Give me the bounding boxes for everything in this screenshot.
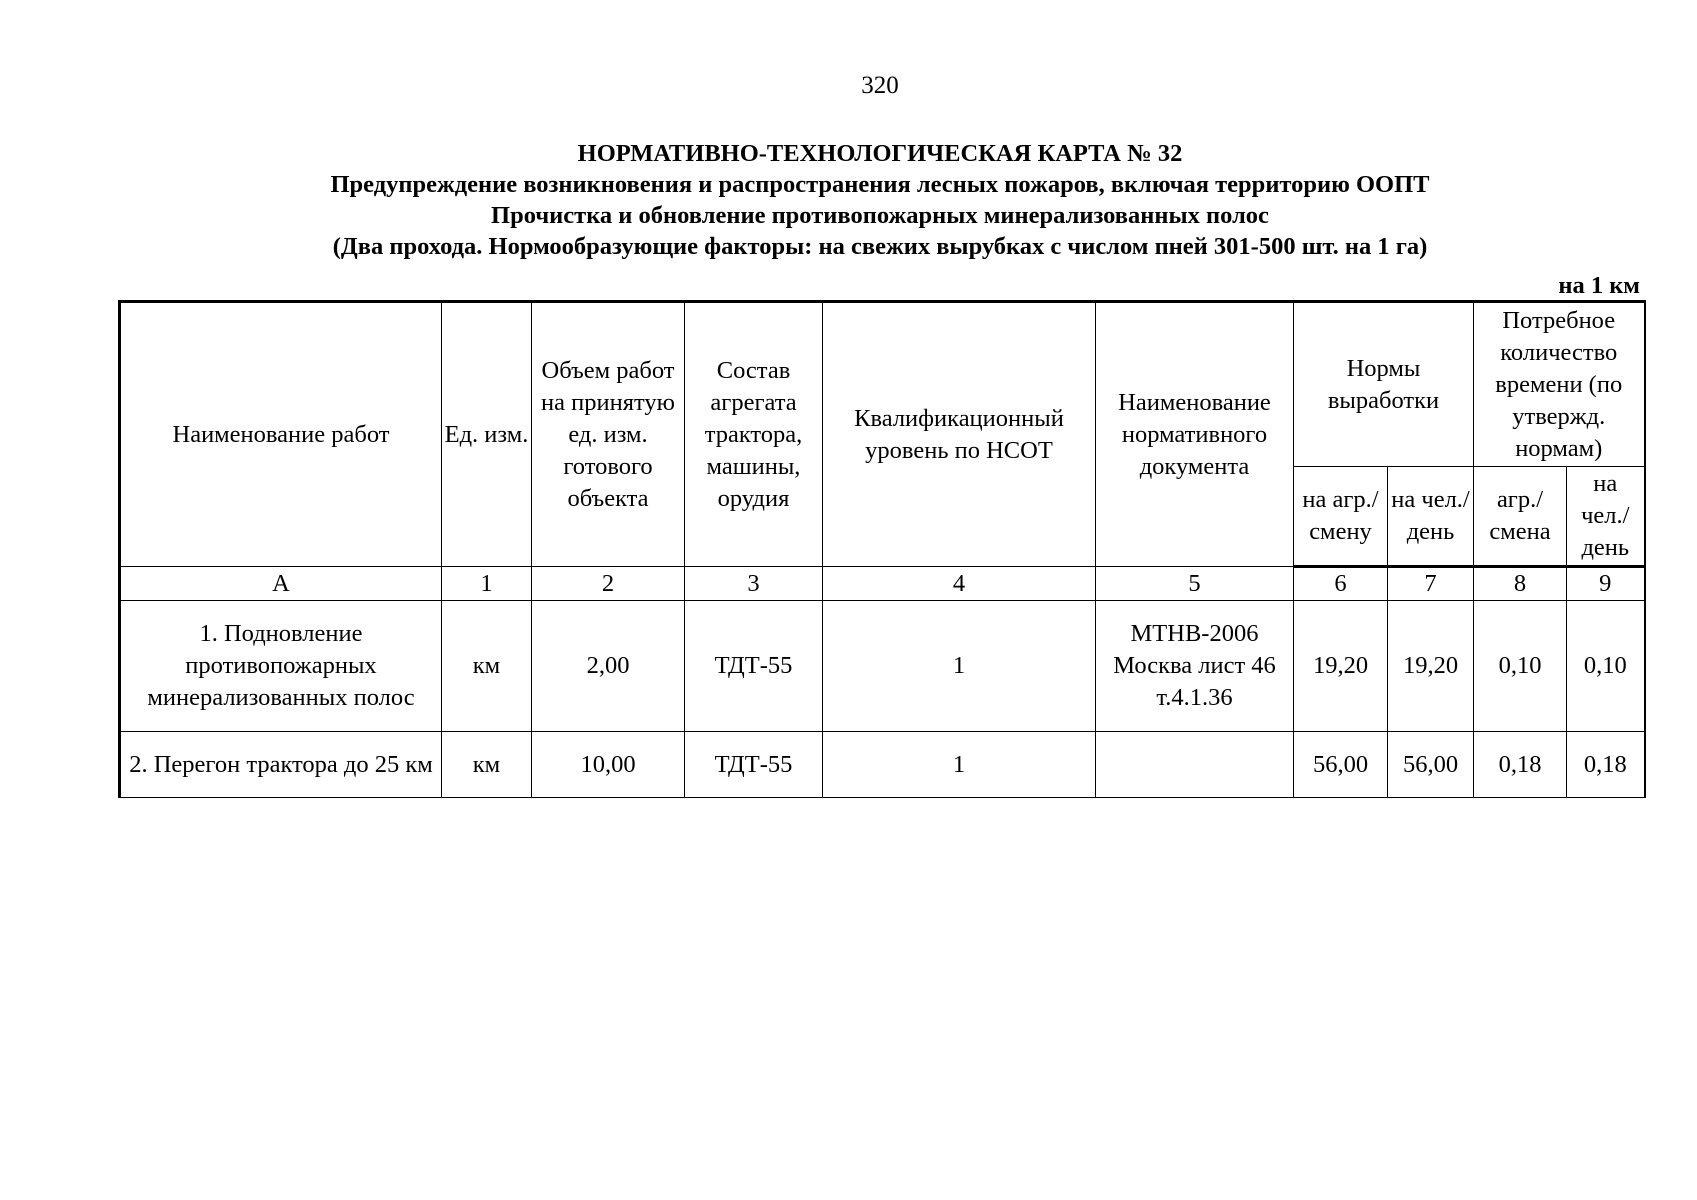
row-norm-doc (1096, 732, 1294, 798)
unit-note: на 1 км (1558, 272, 1640, 299)
row-time-shift: 0,18 (1474, 732, 1567, 798)
header-work-name: Наименование работ (120, 302, 442, 567)
header-time-per-person-day: на чел./ день (1567, 467, 1645, 567)
column-number: 6 (1294, 567, 1388, 601)
header-volume: Объем работ на принятую ед. изм. готового объекта (532, 302, 685, 567)
row-qualification: 1 (823, 732, 1096, 798)
header-time-per-unit-shift: агр./ смена (1474, 467, 1567, 567)
document-title-block (0, 138, 1697, 262)
row-time-day: 0,10 (1567, 601, 1645, 732)
column-number: 1 (442, 567, 532, 601)
header-unit-composition: Состав агрегата трактора, машины, орудия (685, 302, 823, 567)
row-unit: км (442, 601, 532, 732)
card-subtitle-work: Прочистка и обновление противопожарных минерализованных полос (491, 202, 1269, 229)
header-output-per-person-day: на чел./ день (1388, 467, 1474, 567)
column-number-row (120, 567, 1645, 601)
row-composition: ТДТ-55 (685, 732, 823, 798)
column-number: 3 (685, 567, 823, 601)
row-composition: ТДТ-55 (685, 601, 823, 732)
row-norm-doc: МТНВ-2006 Москва лист 46 т.4.1.36 (1096, 601, 1294, 732)
row-volume: 2,00 (532, 601, 685, 732)
row-unit: км (442, 732, 532, 798)
card-title: НОРМАТИВНО-ТЕХНОЛОГИЧЕСКАЯ КАРТА № 32 (577, 140, 1183, 167)
header-norm-doc: Наименование нормативного документа (1096, 302, 1294, 567)
column-number: 8 (1474, 567, 1567, 601)
row-work-name: 2. Перегон трактора до 25 км (120, 732, 442, 798)
header-output-per-unit-shift: на агр./ смену (1294, 467, 1388, 567)
row-volume: 10,00 (532, 732, 685, 798)
row-time-shift: 0,10 (1474, 601, 1567, 732)
table-row (120, 732, 1645, 798)
column-number: 7 (1388, 567, 1474, 601)
row-output-shift: 56,00 (1294, 732, 1388, 798)
column-number: А (120, 567, 442, 601)
column-number: 2 (532, 567, 685, 601)
header-unit: Ед. изм. (442, 302, 532, 567)
page-number: 320 (861, 72, 899, 99)
row-output-day: 56,00 (1388, 732, 1474, 798)
column-number: 4 (823, 567, 1096, 601)
header-time-required: Потребное количество времени (по утвержд. нормам) (1474, 302, 1645, 467)
table-row (120, 601, 1645, 732)
column-number: 5 (1096, 567, 1294, 601)
row-qualification: 1 (823, 601, 1096, 732)
header-qualification: Квалификационный уровень по НСОТ (823, 302, 1096, 567)
row-time-day: 0,18 (1567, 732, 1645, 798)
card-subtitle-category: Предупреждение возникновения и распространения лесных пожаров, включая территорию ООПТ (330, 171, 1430, 198)
card-subtitle-factors: (Два прохода. Нормообразующие факторы: на свежих вырубках с числом пней 301-500 шт. на 1 га) (332, 233, 1428, 260)
column-number: 9 (1567, 567, 1645, 601)
row-output-shift: 19,20 (1294, 601, 1388, 732)
norms-table (118, 300, 1646, 798)
row-output-day: 19,20 (1388, 601, 1474, 732)
row-work-name: 1. Подновление противопожарных минерализованных полос (120, 601, 442, 732)
header-output-norms: Нормы выработки (1294, 302, 1474, 467)
